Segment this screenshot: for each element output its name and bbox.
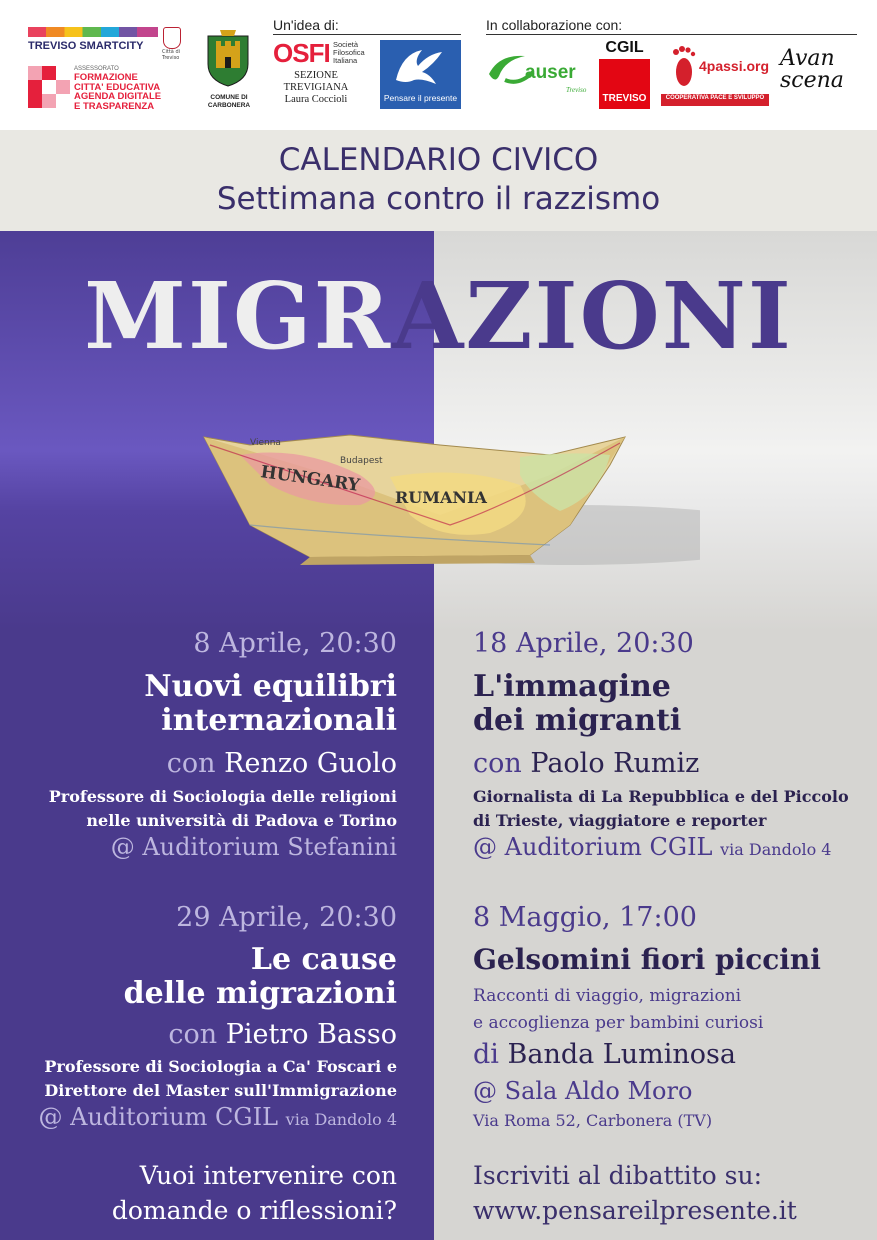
treviso-smartcity-text: TREVISO SMARTCITY	[28, 40, 144, 52]
avanscena-logo: Avan scena	[780, 46, 844, 93]
banner-line-1: CALENDARIO CIVICO	[278, 142, 599, 178]
cgil-sub: TREVISO	[602, 93, 647, 104]
title-part-2: AZIONI	[392, 262, 793, 370]
event-3-con: con	[168, 1019, 218, 1050]
4passi-logo	[661, 44, 769, 108]
calendario-banner	[0, 130, 877, 231]
event-2-speaker: Paolo Rumiz	[530, 748, 700, 779]
event-4-speaker-line	[473, 1039, 736, 1070]
event-3-venue-line	[39, 1103, 397, 1131]
cgil-red-block	[599, 59, 650, 109]
map-label-rumania: RUMANIA	[395, 488, 487, 507]
event-4-title: Gelsomini fiori piccini	[473, 943, 821, 976]
4passi-sub-bar	[661, 94, 769, 106]
event-2-date: 18 Aprile, 20:30	[473, 628, 694, 659]
footer-left-line-1: Vuoi intervenire con	[139, 1161, 397, 1190]
auser-logo	[485, 48, 590, 98]
osfi-letters: OSFI	[273, 38, 330, 68]
map-label-hungary: HUNGARY	[259, 462, 361, 496]
event-1-speaker-line	[167, 748, 397, 779]
collab-divider	[486, 34, 857, 35]
treviso-city-label: Città di Treviso	[162, 49, 181, 61]
footer-right	[473, 1158, 797, 1228]
event-1-venue: @ Auditorium Stefanini	[110, 833, 397, 861]
treviso-coat-icon	[163, 27, 181, 49]
assessorato-label: ASSESSORATO	[74, 66, 119, 72]
footer-left	[112, 1158, 397, 1228]
event-1-date: 8 Aprile, 20:30	[193, 628, 397, 659]
event-1-speaker: Renzo Guolo	[224, 748, 397, 779]
event-3-venue: @ Auditorium CGIL	[38, 1103, 279, 1131]
event-3-title-line-2: delle migrazioni	[123, 976, 397, 1011]
event-2-desc: Giornalista di La Repubblica e del Piccolo di Trieste, viaggiatore e reporter	[473, 787, 849, 830]
treviso-smartcity-logo	[28, 27, 158, 57]
event-2-title	[473, 670, 681, 738]
auser-sub: Treviso	[566, 86, 587, 94]
osfi-section: SEZIONE TREVIGIANA Laura Coccioli	[283, 70, 349, 105]
event-3-venue-extra: via Dandolo 4	[285, 1110, 397, 1129]
pensare-label: Pensare il presente	[383, 93, 458, 103]
pensare-il-presente-logo	[380, 40, 461, 109]
carbonera-label: COMUNE DI CARBONERA	[207, 94, 251, 109]
event-2-con: con	[473, 748, 522, 779]
event-2-title-line-2: dei migranti	[473, 703, 682, 738]
cgil-logo	[599, 39, 650, 109]
event-2-venue-line	[473, 833, 831, 861]
event-4-desc: Racconti di viaggio, migrazioni e accoglienza per bambini curiosi	[473, 986, 764, 1033]
event-2-speaker-line	[473, 748, 699, 779]
map-label-budapest: Budapest	[340, 456, 383, 466]
event-4-venue: @ Sala Aldo Moro	[473, 1077, 693, 1105]
footprint-icon	[671, 44, 697, 90]
idea-label: Un'idea di:	[273, 17, 339, 33]
event-3-title-line-1: Le cause	[250, 942, 397, 977]
color-bar	[28, 27, 158, 37]
event-1-title	[144, 670, 397, 738]
osfi-logo	[273, 40, 365, 68]
event-3-title	[124, 943, 397, 1011]
paper-boat-map-image	[190, 415, 700, 615]
event-4-venue-extra: Via Roma 52, Carbonera (TV)	[473, 1111, 713, 1130]
carbonera-crest-icon	[203, 28, 253, 90]
sponsor-header	[0, 0, 877, 130]
event-1-desc: Professore di Sociologia delle religioni nelle università di Padova e Torino	[48, 787, 397, 830]
osfi-side-text: Società Filosofica Italiana	[333, 40, 365, 65]
4passi-sub: COOPERATIVA PACE E SVILUPPO	[665, 95, 765, 101]
event-1-title-line-2: internazionali	[161, 703, 397, 738]
pegasus-icon	[392, 44, 448, 90]
footer-right-line-1: Iscriviti al dibattito su:	[473, 1161, 763, 1190]
idea-divider	[273, 34, 461, 35]
map-label-vienna: Vienna	[250, 438, 281, 448]
event-2-title-line-1: L'immagine	[473, 669, 671, 704]
event-2-venue-extra: via Dandolo 4	[720, 840, 832, 859]
main-title	[0, 262, 877, 370]
assessorato-logo-icon	[28, 66, 70, 108]
event-4-speaker: Banda Luminosa	[507, 1039, 736, 1070]
event-4-date: 8 Maggio, 17:00	[473, 902, 697, 933]
footer-left-line-2: domande o riflessioni?	[111, 1196, 397, 1225]
cgil-text: CGIL	[605, 39, 644, 56]
event-3-desc: Professore di Sociologia a Ca' Foscari e Direttore del Master sull'Immigrazione	[44, 1057, 397, 1100]
title-part-1: MIGR	[84, 262, 393, 370]
event-1-con: con	[166, 748, 216, 779]
event-3-speaker: Pietro Basso	[225, 1019, 397, 1050]
collab-label: In collaborazione con:	[486, 17, 623, 33]
assessorato-lines: FORMAZIONE CITTA' EDUCATIVA AGENDA DIGITALE E TRASPARENZA	[74, 72, 162, 112]
event-1-title-line-1: Nuovi equilibri	[144, 669, 397, 704]
banner-line-2: Settimana contro il razzismo	[216, 181, 661, 217]
4passi-text: 4passi.org	[699, 58, 770, 74]
event-3-speaker-line	[168, 1019, 397, 1050]
event-4-con: di	[473, 1039, 499, 1070]
auser-text: auser	[525, 62, 576, 83]
website-link[interactable]: www.pensareilpresente.it	[473, 1196, 797, 1225]
event-2-venue: @ Auditorium CGIL	[473, 833, 713, 861]
event-3-date: 29 Aprile, 20:30	[176, 902, 397, 933]
